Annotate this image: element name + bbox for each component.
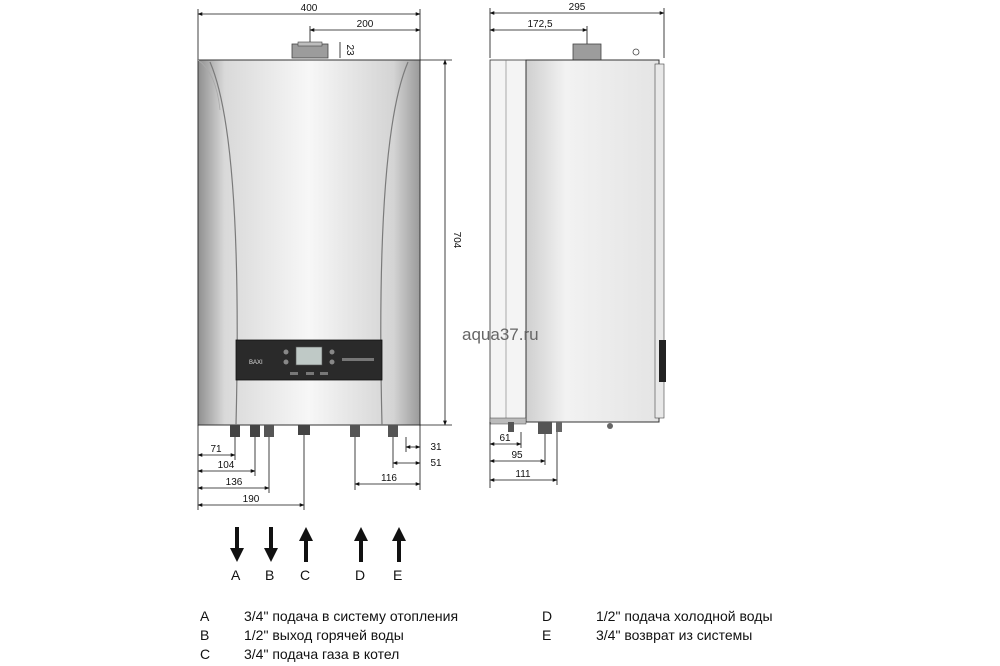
panel-logo: BAXI [249,360,263,366]
dim-height: 704 [451,231,462,249]
arrow-label-b: B [265,567,275,583]
boiler-side-body [526,60,659,422]
legend-letter-e: E [542,627,552,643]
watermark: aqua37.ru [462,325,539,344]
dim-190: 190 [242,494,260,505]
flow-arrow-c [299,527,313,562]
flow-arrow-e [392,527,406,562]
front-view [198,3,462,510]
dim-71: 71 [210,444,222,455]
legend-letter-d: D [542,608,553,624]
legend-text-c: 3/4" подача газа в котел [244,646,400,662]
arrow-label-e: E [393,567,403,583]
flow-arrow-a [230,527,244,562]
dim-width: 400 [300,3,318,14]
panel-button [284,350,289,355]
panel-button [330,360,335,365]
legend-text-e: 3/4" возврат из системы [596,627,753,643]
dim-depth: 295 [568,2,586,13]
flow-arrows [230,527,406,562]
dim-flue-height: 23 [344,44,355,56]
dim-31: 31 [430,442,442,453]
dim-136: 136 [225,477,243,488]
flow-arrow-b [264,527,278,562]
arrow-label-a: A [231,567,241,583]
legend-text-d: 1/2" подача холодной воды [596,608,773,624]
display-screen [296,347,322,365]
legend-letter-a: A [200,608,210,624]
fitting-b [250,425,260,437]
dim-51: 51 [430,458,442,469]
side-fitting [538,422,552,434]
dim-61: 61 [499,433,511,444]
dim-104: 104 [217,460,235,471]
fitting-d [350,425,360,437]
dim-116: 116 [381,473,397,484]
panel-button [330,350,335,355]
flow-arrow-d [354,527,368,562]
fitting-e [388,425,398,437]
side-view [490,2,666,488]
panel-button [284,360,289,365]
dim-95: 95 [511,450,523,461]
front-cover-side [490,60,526,422]
legend-text-b: 1/2" выход горячей воды [244,627,404,643]
legend-letter-c: C [200,646,211,662]
arrow-label-c: C [300,567,311,583]
fitting-a [230,425,240,437]
legend-letter-b: B [200,627,210,643]
legend-text-a: 3/4" подача в систему отопления [244,608,459,624]
dim-half-width: 200 [356,19,374,30]
side-bracket [659,340,666,382]
dim-111: 111 [515,469,531,480]
side-flue [573,44,601,60]
fitting-c [298,425,310,435]
arrow-label-d: D [355,567,366,583]
dim-flue-offset: 172,5 [527,19,553,30]
